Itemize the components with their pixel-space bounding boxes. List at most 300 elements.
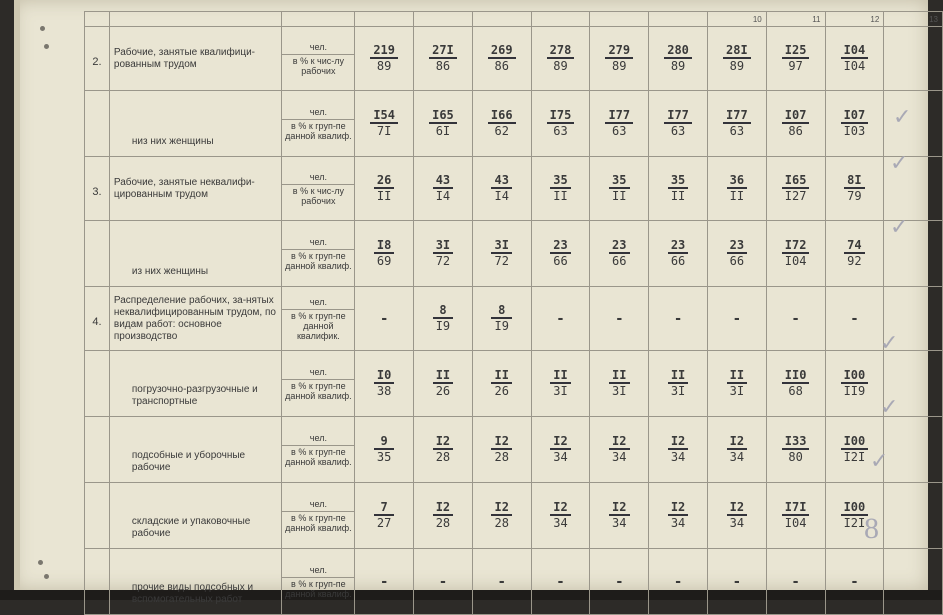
stamped-fraction bbox=[550, 239, 570, 268]
value-cell bbox=[414, 549, 473, 615]
stamped-fraction bbox=[433, 501, 453, 530]
fraction-percent: 28 bbox=[435, 516, 451, 530]
column-number-cell bbox=[282, 12, 355, 27]
unit-percent: в % к груп-пе данной квалифик. bbox=[291, 311, 346, 341]
fraction-percent: 3I bbox=[612, 384, 627, 398]
unit-cell bbox=[282, 27, 355, 91]
value-cell bbox=[707, 27, 766, 91]
value-cell bbox=[825, 351, 884, 417]
fraction-count: 27I bbox=[429, 44, 457, 59]
value-cell bbox=[766, 417, 825, 483]
fraction-percent: 34 bbox=[553, 516, 568, 530]
unit-percent: в % к груп-пе данной квалиф. bbox=[285, 121, 352, 141]
row-label-cell bbox=[109, 549, 282, 615]
unit-cell bbox=[282, 417, 355, 483]
value-cell bbox=[355, 221, 414, 287]
table-row bbox=[85, 483, 943, 549]
fraction-percent: 34 bbox=[553, 450, 568, 464]
row-number bbox=[85, 91, 110, 157]
fraction-percent: 66 bbox=[612, 254, 627, 268]
row-label-cell bbox=[109, 91, 282, 157]
row-label-cell bbox=[109, 483, 282, 549]
row-label: складские и упаковочные рабочие bbox=[131, 516, 251, 539]
column-number-cell bbox=[531, 12, 590, 27]
fraction-count: II bbox=[433, 369, 453, 384]
fraction-count: 35 bbox=[668, 174, 688, 189]
column-number-cell bbox=[85, 12, 110, 27]
fraction-count: 3I bbox=[433, 239, 453, 254]
fraction-count: 3I bbox=[491, 239, 511, 254]
binding-hole bbox=[40, 26, 45, 31]
fraction-count: I65 bbox=[429, 109, 457, 124]
value-cell bbox=[590, 549, 649, 615]
value-cell bbox=[472, 157, 531, 221]
fraction-percent: I2I bbox=[843, 516, 866, 530]
fraction-percent: 34 bbox=[729, 450, 745, 464]
unit-persons: чел. bbox=[282, 497, 354, 512]
fraction-percent: 89 bbox=[670, 59, 686, 73]
binding-hole bbox=[44, 574, 49, 579]
row-number bbox=[85, 417, 110, 483]
fraction-count: 43 bbox=[433, 174, 453, 189]
value-cell bbox=[649, 287, 708, 351]
stamped-fraction bbox=[547, 44, 575, 73]
fraction-count: 279 bbox=[605, 44, 633, 59]
column-number-cell bbox=[109, 12, 282, 27]
value-cell bbox=[825, 221, 884, 287]
fraction-count: II bbox=[727, 369, 747, 384]
value-cell bbox=[414, 417, 473, 483]
fraction-count: I2 bbox=[668, 435, 688, 450]
stamped-fraction bbox=[550, 501, 570, 530]
statistics-table bbox=[84, 11, 943, 615]
table-row bbox=[85, 157, 943, 221]
row-label: Распределение рабочих, за-нятых неквалифицированным трудом, по видам работ: основное производство bbox=[113, 294, 276, 342]
fraction-count: I65 bbox=[782, 174, 810, 189]
fraction-percent: I03 bbox=[843, 124, 866, 138]
stamped-fraction bbox=[668, 369, 688, 398]
value-cell bbox=[884, 27, 943, 91]
fraction-count: 8 bbox=[433, 304, 453, 319]
row-label: Рабочие, занятые квалифици-рованным трудом bbox=[113, 46, 255, 70]
stamped-fraction bbox=[841, 435, 869, 464]
fraction-percent: 89 bbox=[553, 59, 568, 73]
unit-percent: в % к груп-пе данной квалиф. bbox=[285, 381, 352, 401]
stamped-fraction bbox=[782, 369, 810, 398]
fraction-count: I75 bbox=[547, 109, 575, 124]
value-cell bbox=[531, 221, 590, 287]
value-cell bbox=[766, 27, 825, 91]
fraction-count: II bbox=[491, 369, 511, 384]
fraction-percent: I04 bbox=[784, 516, 807, 530]
stamped-fraction bbox=[370, 109, 398, 138]
fraction-count: 23 bbox=[609, 239, 629, 254]
fraction-count: I7I bbox=[782, 501, 810, 516]
stamped-fraction bbox=[668, 501, 688, 530]
value-cell bbox=[825, 549, 884, 615]
row-label-cell bbox=[109, 221, 282, 287]
margin-check-mark: ✓ bbox=[890, 214, 909, 239]
empty-dash: - bbox=[673, 310, 683, 327]
fraction-percent: I27 bbox=[784, 189, 807, 203]
stamped-fraction bbox=[433, 174, 453, 203]
stamped-fraction bbox=[782, 109, 810, 138]
row-label: погрузочно-разгрузочные и транспортные bbox=[131, 384, 258, 407]
fraction-count: 23 bbox=[550, 239, 570, 254]
stamped-fraction bbox=[727, 369, 747, 398]
fraction-count: I00 bbox=[841, 501, 869, 516]
table-row bbox=[85, 27, 943, 91]
fraction-count: I2 bbox=[433, 501, 453, 516]
table-row bbox=[85, 287, 943, 351]
stamped-fraction bbox=[841, 109, 869, 138]
value-cell bbox=[707, 549, 766, 615]
stamped-fraction bbox=[609, 501, 629, 530]
column-number-cell bbox=[590, 12, 649, 27]
value-cell bbox=[707, 483, 766, 549]
fraction-count: 26 bbox=[374, 174, 394, 189]
stamped-fraction bbox=[609, 239, 629, 268]
value-cell bbox=[649, 483, 708, 549]
fraction-count: 9 bbox=[374, 435, 394, 450]
fraction-count: I2 bbox=[491, 501, 511, 516]
fraction-count: 219 bbox=[370, 44, 398, 59]
row-number: 4. bbox=[85, 287, 110, 351]
column-number-cell bbox=[355, 12, 414, 27]
empty-dash: - bbox=[850, 573, 859, 590]
fraction-percent: 7I bbox=[376, 124, 392, 138]
stamped-fraction bbox=[664, 44, 692, 73]
fraction-count: II0 bbox=[782, 369, 810, 384]
fraction-percent: 63 bbox=[553, 124, 568, 138]
margin-check-mark: ✓ bbox=[880, 330, 899, 355]
unit-persons: чел. bbox=[282, 235, 354, 250]
fraction-percent: 28 bbox=[494, 516, 509, 530]
empty-dash: - bbox=[556, 310, 565, 327]
value-cell bbox=[590, 27, 649, 91]
margin-handwritten-eight: 8 bbox=[864, 512, 879, 545]
value-cell bbox=[884, 417, 943, 483]
fraction-percent: 80 bbox=[788, 450, 803, 464]
fraction-percent: 34 bbox=[612, 516, 627, 530]
row-label-cell bbox=[109, 157, 282, 221]
value-cell bbox=[884, 549, 943, 615]
stamped-fraction bbox=[727, 435, 747, 464]
stamped-fraction bbox=[488, 44, 516, 73]
stamped-fraction bbox=[374, 435, 394, 464]
empty-dash: - bbox=[379, 310, 389, 327]
value-cell bbox=[707, 287, 766, 351]
fraction-percent: II bbox=[612, 189, 627, 203]
value-cell bbox=[649, 549, 708, 615]
stamped-fraction bbox=[491, 304, 511, 333]
unit-percent: в % к чис-лу рабочих bbox=[292, 186, 344, 206]
row-number bbox=[85, 483, 110, 549]
value-cell bbox=[707, 157, 766, 221]
value-cell bbox=[649, 27, 708, 91]
fraction-percent: 63 bbox=[670, 124, 686, 138]
value-cell bbox=[590, 483, 649, 549]
stamped-fraction bbox=[491, 174, 511, 203]
row-number: 3. bbox=[85, 157, 110, 221]
fraction-count: 8 bbox=[491, 304, 511, 319]
fraction-percent: I9 bbox=[435, 319, 451, 333]
unit-persons: чел. bbox=[282, 170, 354, 185]
unit-cell bbox=[282, 351, 355, 417]
value-cell bbox=[649, 417, 708, 483]
empty-dash: - bbox=[732, 310, 742, 327]
row-number bbox=[85, 549, 110, 615]
stamped-fraction bbox=[488, 109, 516, 138]
fraction-count: I25 bbox=[782, 44, 810, 59]
empty-dash: - bbox=[615, 310, 624, 327]
value-cell bbox=[649, 351, 708, 417]
value-cell bbox=[472, 549, 531, 615]
binding-hole bbox=[44, 44, 49, 49]
value-cell bbox=[472, 483, 531, 549]
value-cell bbox=[766, 91, 825, 157]
value-cell bbox=[649, 157, 708, 221]
unit-persons: чел. bbox=[282, 431, 354, 446]
fraction-percent: 26 bbox=[494, 384, 509, 398]
fraction-count: 28I bbox=[723, 44, 751, 59]
value-cell bbox=[355, 287, 414, 351]
fraction-percent: I4 bbox=[435, 189, 451, 203]
fraction-count: 23 bbox=[668, 239, 688, 254]
fraction-percent: 6I bbox=[435, 124, 451, 138]
unit-percent: в % к груп-пе данной квалиф. bbox=[285, 579, 352, 599]
fraction-count: 36 bbox=[727, 174, 747, 189]
value-cell bbox=[825, 287, 884, 351]
fraction-count: I2 bbox=[727, 435, 747, 450]
value-cell bbox=[414, 157, 473, 221]
empty-dash: - bbox=[791, 573, 800, 590]
fraction-count: I00 bbox=[841, 369, 869, 384]
table-row bbox=[85, 417, 943, 483]
fraction-count: I77 bbox=[723, 109, 751, 124]
row-label: Рабочие, занятые неквалифи-цированным трудом bbox=[113, 176, 255, 200]
value-cell bbox=[414, 351, 473, 417]
fraction-percent: 66 bbox=[729, 254, 745, 268]
stamped-fraction bbox=[609, 435, 629, 464]
fraction-percent: 89 bbox=[376, 59, 392, 73]
value-cell bbox=[472, 287, 531, 351]
stamped-fraction bbox=[429, 109, 457, 138]
fraction-percent: II bbox=[553, 189, 568, 203]
value-cell bbox=[472, 91, 531, 157]
value-cell bbox=[766, 287, 825, 351]
column-number-cell bbox=[414, 12, 473, 27]
fraction-percent: 89 bbox=[612, 59, 627, 73]
fraction-count: I00 bbox=[841, 435, 869, 450]
empty-dash: - bbox=[673, 573, 683, 590]
value-cell bbox=[355, 157, 414, 221]
stamped-fraction bbox=[844, 174, 864, 203]
fraction-percent: I2I bbox=[843, 450, 866, 464]
value-cell bbox=[590, 351, 649, 417]
fraction-percent: 3I bbox=[729, 384, 745, 398]
row-number: 2. bbox=[85, 27, 110, 91]
stamped-fraction bbox=[374, 501, 394, 530]
fraction-percent: 92 bbox=[847, 254, 862, 268]
fraction-percent: 63 bbox=[729, 124, 745, 138]
stamped-fraction bbox=[374, 174, 394, 203]
value-cell bbox=[590, 157, 649, 221]
row-label: подсобные и уборочные рабочие bbox=[131, 450, 246, 473]
unit-percent: в % к груп-пе данной квалиф. bbox=[285, 513, 352, 533]
margin-check-mark: ✓ bbox=[880, 394, 899, 419]
fraction-percent: 66 bbox=[553, 254, 568, 268]
table-row bbox=[85, 221, 943, 287]
fraction-count: I2 bbox=[433, 435, 453, 450]
value-cell bbox=[355, 483, 414, 549]
stamped-fraction bbox=[727, 174, 747, 203]
stamped-fraction bbox=[723, 44, 751, 73]
stamped-fraction bbox=[782, 501, 810, 530]
fraction-count: I2 bbox=[609, 501, 629, 516]
stamped-fraction bbox=[491, 369, 511, 398]
stamped-fraction bbox=[782, 435, 810, 464]
fraction-count: I07 bbox=[841, 109, 869, 124]
fraction-percent: 38 bbox=[376, 384, 392, 398]
row-label: из них женщины bbox=[131, 266, 209, 277]
unit-cell bbox=[282, 483, 355, 549]
stamped-fraction bbox=[668, 435, 688, 464]
value-cell bbox=[766, 221, 825, 287]
stamped-fraction bbox=[782, 44, 810, 73]
value-cell bbox=[531, 417, 590, 483]
value-cell bbox=[590, 417, 649, 483]
fraction-percent: 26 bbox=[435, 384, 451, 398]
column-number-row bbox=[85, 12, 943, 27]
value-cell bbox=[766, 351, 825, 417]
fraction-count: 280 bbox=[664, 44, 692, 59]
row-label: прочие виды подсобных и вспомогательных работ bbox=[131, 582, 254, 605]
fraction-percent: 72 bbox=[435, 254, 451, 268]
stamped-fraction bbox=[433, 435, 453, 464]
fraction-count: 8I bbox=[844, 174, 864, 189]
stamped-fraction bbox=[550, 174, 570, 203]
stamped-fraction bbox=[433, 304, 453, 333]
fraction-count: I04 bbox=[841, 44, 869, 59]
column-number-cell: 13 bbox=[884, 12, 943, 27]
fraction-percent: 63 bbox=[612, 124, 627, 138]
fraction-count: I2 bbox=[668, 501, 688, 516]
fraction-percent: 34 bbox=[670, 516, 686, 530]
value-cell bbox=[707, 221, 766, 287]
fraction-count: 35 bbox=[550, 174, 570, 189]
value-cell bbox=[590, 91, 649, 157]
fraction-percent: 68 bbox=[788, 384, 803, 398]
fraction-percent: 28 bbox=[494, 450, 509, 464]
stamped-fraction bbox=[782, 239, 810, 268]
stamped-fraction bbox=[433, 369, 453, 398]
unit-persons: чел. bbox=[282, 40, 354, 55]
fraction-percent: 27 bbox=[376, 516, 392, 530]
value-cell bbox=[649, 221, 708, 287]
stamped-fraction bbox=[429, 44, 457, 73]
unit-persons: чел. bbox=[282, 105, 354, 120]
stamped-fraction bbox=[547, 109, 575, 138]
value-cell bbox=[531, 91, 590, 157]
fraction-count: I54 bbox=[370, 109, 398, 124]
fraction-percent: 79 bbox=[847, 189, 862, 203]
unit-cell bbox=[282, 549, 355, 615]
empty-dash: - bbox=[556, 573, 565, 590]
fraction-percent: 3I bbox=[553, 384, 568, 398]
stamped-fraction bbox=[841, 44, 869, 73]
value-cell bbox=[825, 157, 884, 221]
value-cell bbox=[531, 549, 590, 615]
fraction-count: I77 bbox=[605, 109, 633, 124]
fraction-percent: I04 bbox=[784, 254, 807, 268]
stamped-fraction bbox=[433, 239, 453, 268]
stamped-fraction bbox=[844, 239, 864, 268]
fraction-percent: I04 bbox=[843, 59, 866, 73]
fraction-count: I77 bbox=[664, 109, 692, 124]
unit-cell bbox=[282, 287, 355, 351]
fraction-count: I72 bbox=[782, 239, 810, 254]
fraction-percent: 62 bbox=[494, 124, 509, 138]
value-cell bbox=[414, 91, 473, 157]
row-number bbox=[85, 351, 110, 417]
table-row bbox=[85, 91, 943, 157]
row-label-cell bbox=[109, 351, 282, 417]
empty-dash: - bbox=[497, 573, 506, 590]
unit-persons: чел. bbox=[282, 295, 354, 310]
fraction-percent: I4 bbox=[494, 189, 509, 203]
value-cell bbox=[355, 351, 414, 417]
value-cell bbox=[414, 287, 473, 351]
stamped-fraction bbox=[491, 501, 511, 530]
stamped-fraction bbox=[723, 109, 751, 138]
value-cell bbox=[414, 221, 473, 287]
fraction-count: 7 bbox=[374, 501, 394, 516]
fraction-count: 74 bbox=[844, 239, 864, 254]
fraction-percent: 86 bbox=[788, 124, 803, 138]
value-cell bbox=[590, 221, 649, 287]
fraction-count: II bbox=[668, 369, 688, 384]
value-cell bbox=[355, 549, 414, 615]
unit-percent: в % к груп-пе данной квалиф. bbox=[285, 447, 352, 467]
fraction-percent: I9 bbox=[494, 319, 509, 333]
fraction-count: 43 bbox=[491, 174, 511, 189]
row-label-cell bbox=[109, 417, 282, 483]
value-cell bbox=[884, 483, 943, 549]
fraction-percent: 3I bbox=[670, 384, 686, 398]
fraction-percent: 72 bbox=[494, 254, 509, 268]
value-cell bbox=[472, 417, 531, 483]
stamped-fraction bbox=[727, 501, 747, 530]
stamped-fraction bbox=[491, 435, 511, 464]
fraction-percent: 97 bbox=[788, 59, 803, 73]
column-number-cell: 12 bbox=[825, 12, 884, 27]
stamped-fraction bbox=[550, 369, 570, 398]
column-number-cell bbox=[649, 12, 708, 27]
fraction-percent: II bbox=[376, 189, 392, 203]
binding-edge bbox=[14, 0, 20, 590]
stamped-fraction bbox=[491, 239, 511, 268]
fraction-count: I2 bbox=[491, 435, 511, 450]
fraction-count: II bbox=[550, 369, 570, 384]
table-row bbox=[85, 549, 943, 615]
stamped-fraction bbox=[370, 44, 398, 73]
value-cell bbox=[649, 91, 708, 157]
value-cell bbox=[472, 27, 531, 91]
value-cell bbox=[531, 287, 590, 351]
margin-check-mark: ✓ bbox=[890, 150, 909, 175]
value-cell bbox=[472, 351, 531, 417]
